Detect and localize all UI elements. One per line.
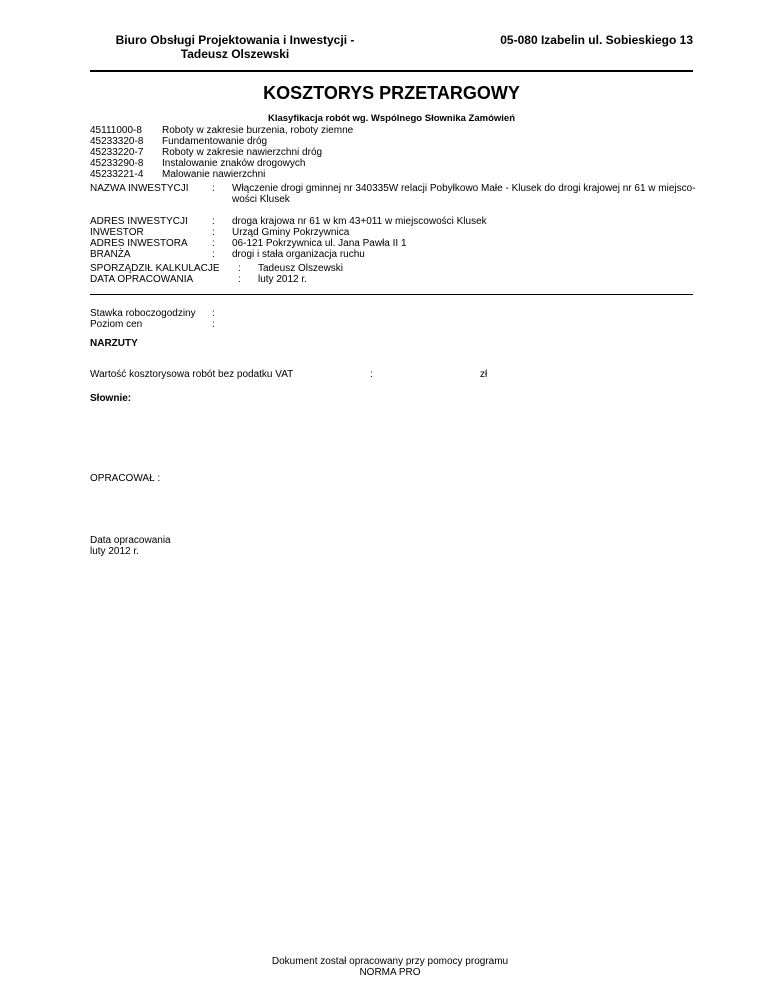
classification-item: [90, 147, 353, 158]
company-address: 05-080 Izabelin ul. Sobieskiego 13: [500, 33, 693, 47]
classification-item: [90, 136, 353, 147]
rates-block: [90, 308, 215, 330]
prepared-date-value: luty 2012 r.: [90, 546, 139, 557]
price-level-row: [90, 319, 215, 330]
company-name-line1: Biuro Obsługi Projektowania i Inwestycji -: [115, 33, 355, 47]
classification-header: Klasyfikacja robót wg. Wspólnego Słownika Zamówień: [267, 113, 516, 124]
classification-list: [90, 125, 353, 180]
prepared-by-label: SPORZĄDZIŁ KALKULACJE: [90, 263, 220, 274]
section-divider: [90, 294, 693, 295]
prepared-by-signature-label: OPRACOWAŁ :: [90, 473, 161, 484]
cpv-code: 45233320-8: [90, 136, 144, 147]
colon: :: [212, 308, 215, 319]
investor-value: Urząd Gminy Pokrzywnica: [232, 227, 350, 238]
investor-row: [90, 227, 700, 238]
document-title: KOSZTORYS PRZETARGOWY: [263, 83, 520, 103]
company-name-line2: Tadeusz Olszewski: [180, 47, 290, 61]
cpv-name: Instalowanie znaków drogowych: [162, 158, 306, 169]
branch-row: [90, 249, 700, 260]
colon: :: [212, 319, 215, 330]
prepared-date-block: [90, 535, 171, 557]
hourly-rate-label: Stawka roboczogodziny: [90, 308, 196, 319]
investment-name-value-line2: wości Klusek: [232, 194, 290, 205]
spacer: [90, 205, 700, 216]
colon: :: [238, 263, 241, 274]
company-name: [90, 33, 380, 61]
colon: :: [212, 183, 215, 194]
preparation-date-value: luty 2012 r.: [258, 274, 307, 285]
classification-item: [90, 158, 353, 169]
investment-name-value: [232, 183, 700, 205]
prepared-by-row: [90, 263, 343, 274]
colon: :: [370, 369, 373, 380]
cpv-name: Malowanie nawierzchni: [162, 169, 266, 180]
colon: :: [212, 227, 215, 238]
colon: :: [212, 238, 215, 249]
classification-item: [90, 169, 353, 180]
cost-value-row: [90, 369, 693, 380]
investor-address-label: ADRES INWESTORA: [90, 238, 188, 249]
colon: :: [238, 274, 241, 285]
investment-address-row: [90, 216, 700, 227]
price-level-label: Poziom cen: [90, 319, 143, 330]
investment-name-row: [90, 183, 700, 205]
prepared-by-value: Tadeusz Olszewski: [258, 263, 344, 274]
investment-name-label: NAZWA INWESTYCJI: [90, 183, 189, 194]
currency-label: zł: [480, 369, 488, 380]
branch-label: BRANŻA: [90, 249, 131, 260]
investor-label: INWESTOR: [90, 227, 144, 238]
cpv-code: 45233221-4: [90, 169, 144, 180]
branch-value: drogi i stała organizacja ruchu: [232, 249, 365, 260]
footer-line1: Dokument został opracowany przy pomocy programu: [271, 956, 509, 967]
colon: :: [212, 216, 215, 227]
preparation-details: [90, 263, 343, 285]
narzuty-heading: NARZUTY: [90, 338, 138, 349]
cpv-name: Roboty w zakresie nawierzchni dróg: [162, 147, 323, 158]
colon: :: [212, 249, 215, 260]
slownie-label: Słownie:: [90, 393, 132, 404]
prepared-date-label: Data opracowania: [90, 535, 171, 546]
cpv-code: 45233220-7: [90, 147, 144, 158]
cpv-code: 45233290-8: [90, 158, 144, 169]
investment-details: [90, 183, 700, 260]
preparation-date-label: DATA OPRACOWANIA: [90, 274, 194, 285]
hourly-rate-row: [90, 308, 215, 319]
footer-line2: NORMA PRO: [359, 967, 421, 978]
investment-name-value-line1: Włączenie drogi gminnej nr 340335W relacji Pobyłkowo Małe - Klusek do drogi krajowej nr 61 w miejsco-: [232, 183, 696, 194]
cost-value-label: Wartość kosztorysowa robót bez podatku VAT: [90, 369, 294, 380]
footer: [240, 956, 540, 978]
investment-address-value: droga krajowa nr 61 w km 43+011 w miejscowości Klusek: [232, 216, 487, 227]
cpv-code: 45111000-8: [90, 125, 142, 136]
header-divider: [90, 70, 693, 72]
cpv-name: Roboty w zakresie burzenia, roboty ziemne: [162, 125, 354, 136]
investment-address-label: ADRES INWESTYCJI: [90, 216, 188, 227]
classification-item: [90, 125, 353, 136]
investor-address-row: [90, 238, 700, 249]
cpv-name: Fundamentowanie dróg: [162, 136, 268, 147]
investor-address-value: 06-121 Pokrzywnica ul. Jana Pawła II 1: [232, 238, 407, 249]
preparation-date-row: [90, 274, 343, 285]
